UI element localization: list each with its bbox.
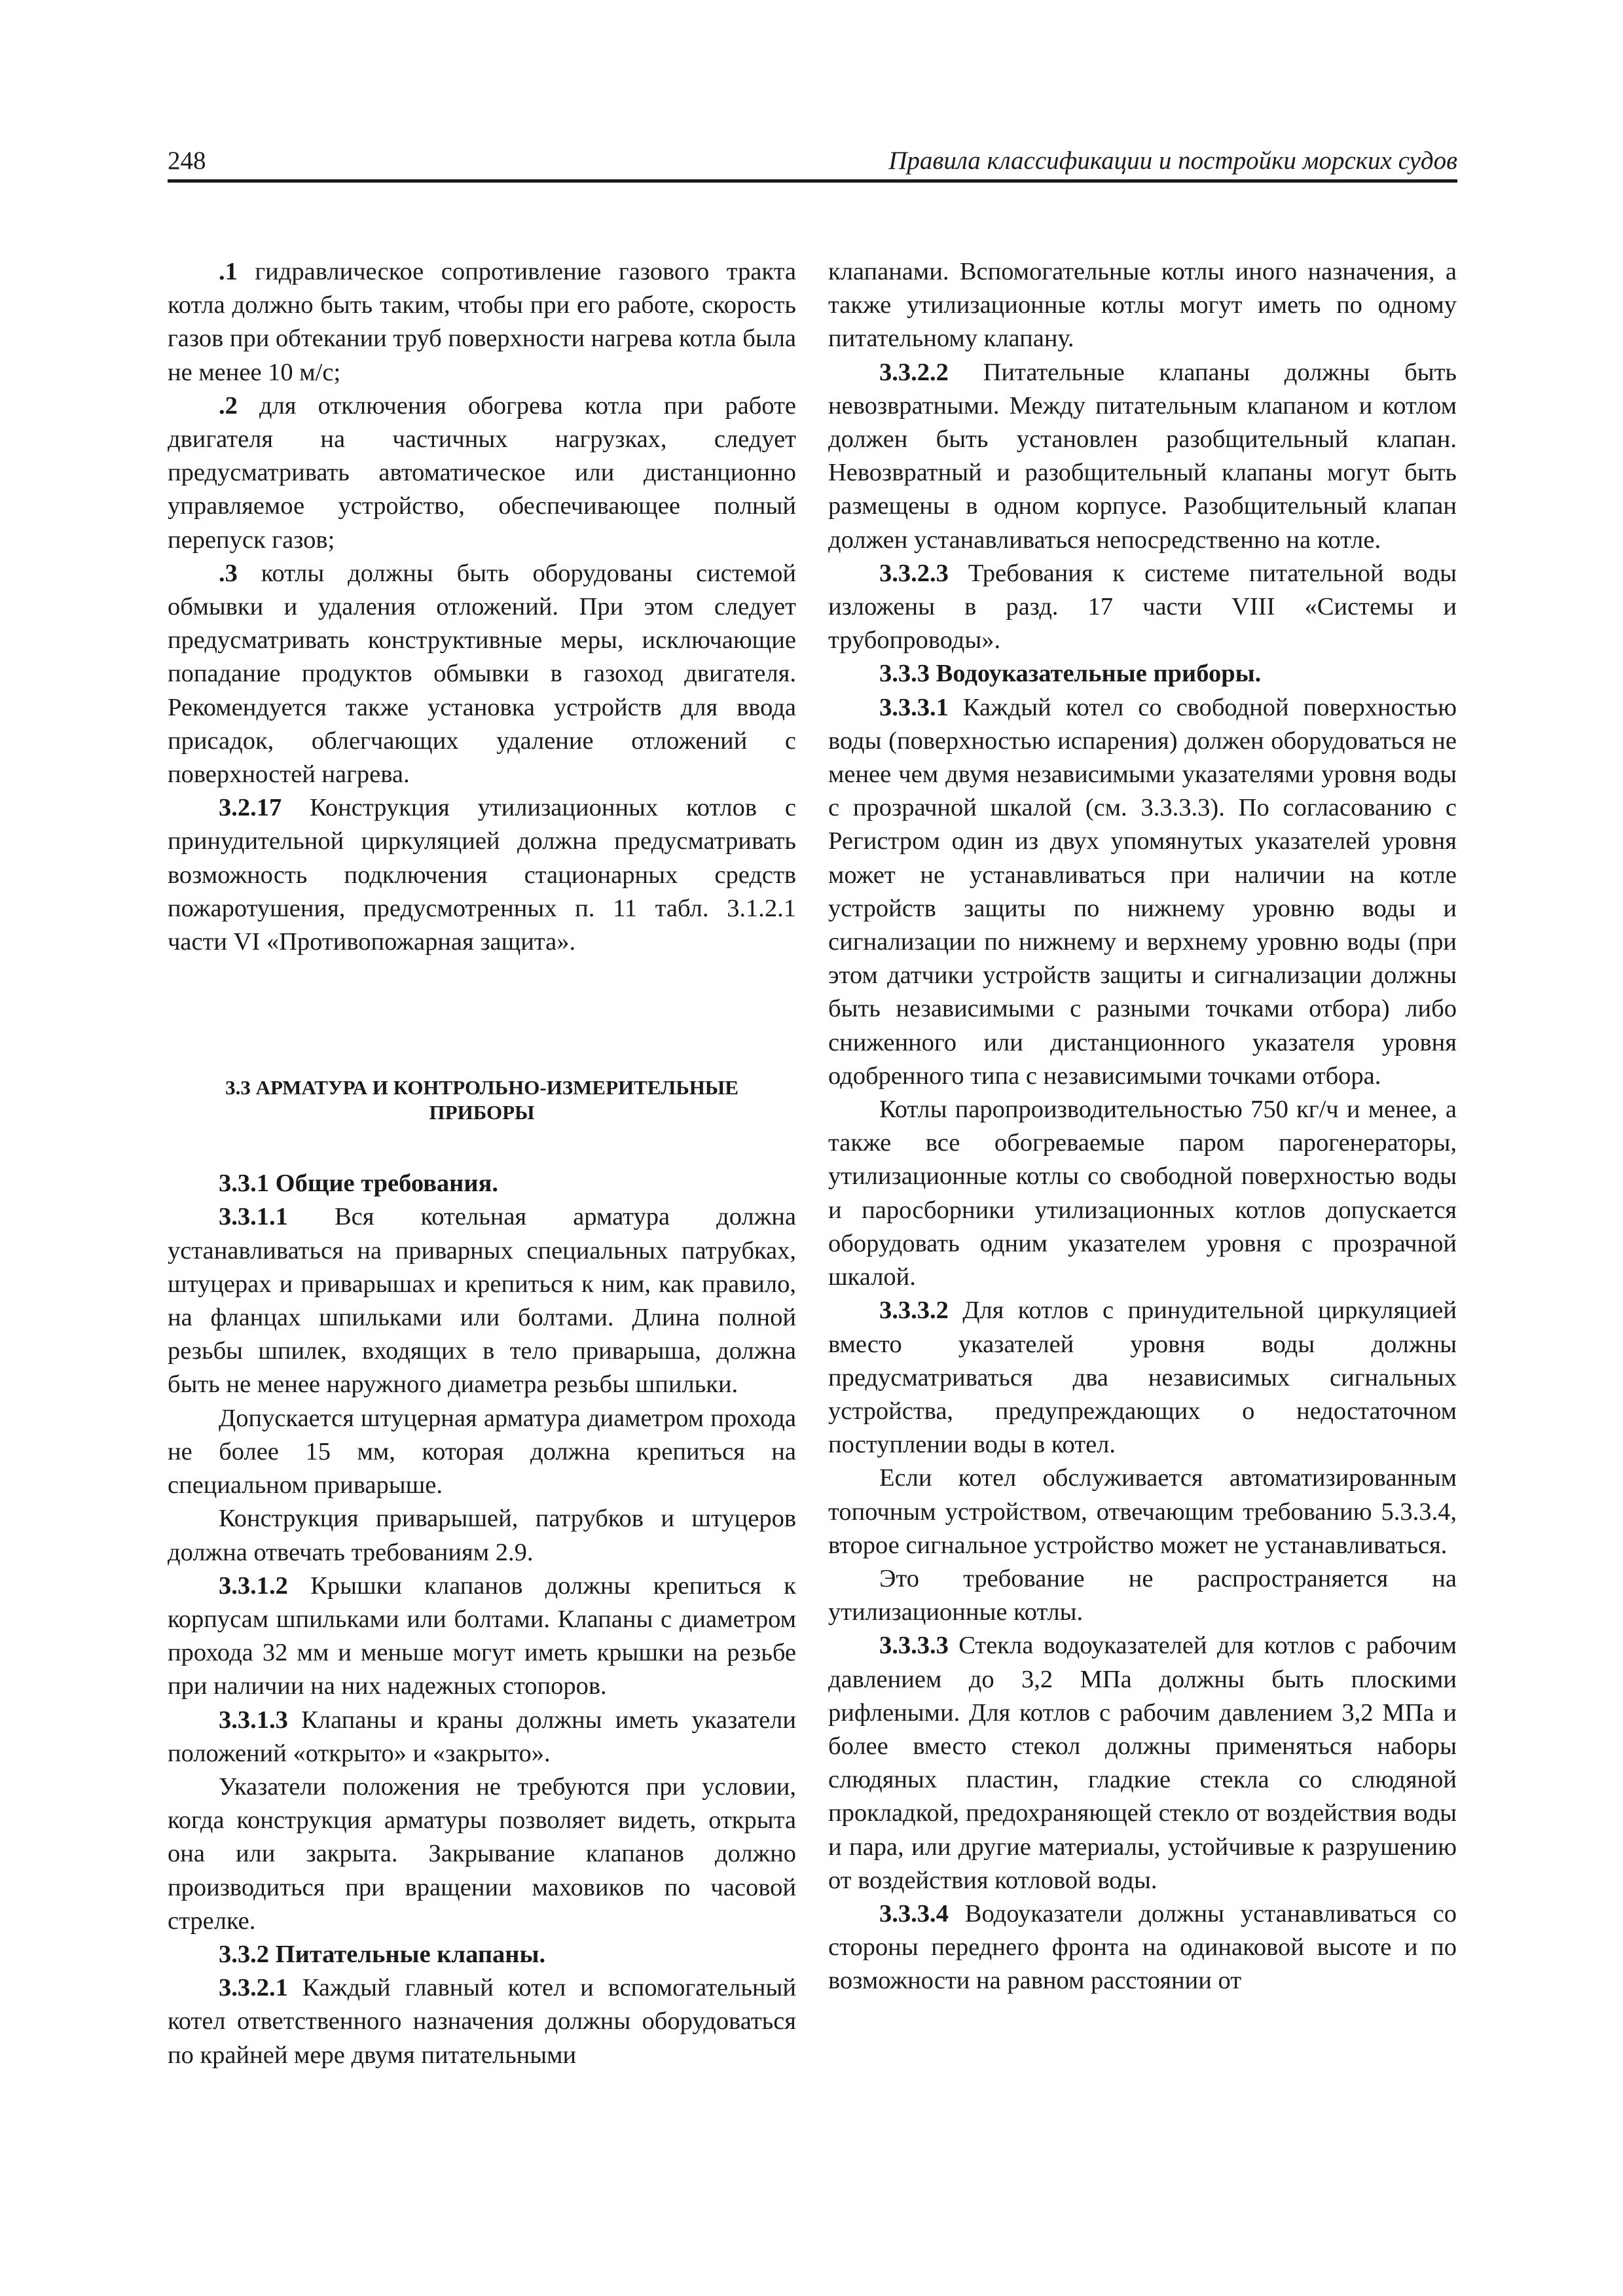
paragraph	[168, 1971, 796, 2072]
clause-number: 3.3.3.1	[879, 693, 949, 721]
clause-number: 3.3.1.1	[219, 1203, 288, 1231]
paragraph: клапанами. Вспомогательные котлы иного назначения, а также утилизационные котлы могут иметь по одному питательному клапану.	[828, 258, 1457, 353]
paragraph: Если котел обслуживается автоматизированным топочным устройством, отвечающим требованию 5.3.3.4, второе сигнальное устройство может не устанавливаться.	[828, 1464, 1457, 1559]
paragraph	[168, 389, 796, 557]
paragraph	[828, 1294, 1457, 1462]
paragraph-text: Для котлов с принудительной циркуляцией вместо указателей уровня воды должны предусматриваться два независимых сигнальных устройства, предупреждающих о недостаточном поступлении воды в котел.	[828, 1297, 1457, 1459]
subsection-heading-text: 3.3.1 Общие требования.	[219, 1170, 498, 1198]
paragraph	[168, 557, 796, 791]
paragraph-text: Крышки клапанов должны крепиться к корпусам шпильками или болтами. Клапаны с диаметром прохода 32 мм и меньше могут иметь крышки на резьбе при наличии на них надежных стопоров.	[168, 1571, 796, 1700]
paragraph: Указатели положения не требуются при условии, когда конструкция арматуры позволяет видеть, открыта она или закрыта. Закрывание клапанов должно производиться при вращении маховиков по часовой стрелке.	[168, 1772, 796, 1935]
clause-number: 3.3.1.3	[219, 1706, 288, 1734]
paragraph	[168, 1200, 796, 1401]
subsection-heading	[828, 657, 1457, 691]
paragraph: Конструкция приварышей, патрубков и штуцеров должна отвечать требованиям 2.9.	[168, 1505, 796, 1566]
item-number: .1	[219, 258, 238, 285]
paragraph	[168, 255, 796, 389]
paragraph-text: для отключения обогрева котла при работе двигателя на частичных нагрузках, следует предусматривать автоматическое или дистанционно управляемое устройство, обеспечивающее полный перепуск газов;	[168, 391, 796, 554]
clause-number: 3.3.2.2	[879, 358, 949, 386]
paragraph: Это требование не распространяется на утилизационные котлы.	[828, 1564, 1457, 1626]
clause-number: 3.3.3.2	[879, 1297, 949, 1325]
paragraph: Допускается штуцерная арматура диаметром прохода не более 15 мм, которая должна крепиться на специальном приварыше.	[168, 1404, 796, 1499]
paragraph-text: Водоуказатели должны устанавливаться со стороны переднего фронта на одинаковой высоте и по возможности на равном расстоянии от	[828, 1899, 1457, 1995]
clause-number: 3.3.3.4	[879, 1899, 949, 1928]
paragraph: Котлы паропроизводительностью 750 кг/ч и менее, а также все обогреваемые паром парогенераторы, утилизационные котлы со свободной поверхностью воды и паросборники утилизационных котлов допускается оборудовать одним указателем уровня с прозрачной шкалой.	[828, 1096, 1457, 1291]
subsection-heading-text: 3.3.2 Питательные клапаны.	[219, 1940, 546, 1968]
subsection-heading-text: 3.3.3 Водоуказательные приборы.	[879, 660, 1262, 688]
paragraph	[168, 791, 796, 959]
paragraph	[168, 1704, 796, 1770]
paragraph-text: Стекла водоуказателей для котлов с рабочим давлением до 3,2 МПа должны быть плоскими рифлеными. Для котлов с рабочим давлением 3,2 МПа и более вместо стекол должны применяться наборы слюдяных пластин, гладкие стекла со слюдяной прокладкой, предохраняющей стекло от воздействия воды и пара, или другие материалы, устойчивые к разрушению от воздействия котловой воды.	[828, 1632, 1457, 1894]
paragraph	[828, 1897, 1457, 1998]
section-title: 3.3 АРМАТУРА И КОНТРОЛЬНО-ИЗМЕРИТЕЛЬНЫЕ ПРИБОРЫ	[225, 1076, 739, 1124]
left-column	[168, 255, 796, 2072]
running-title: Правила классификации и постройки морских судов	[888, 147, 1457, 175]
paragraph-text: Требования к системе питательной воды изложены в разд. 17 части VIII «Системы и трубопроводы».	[828, 559, 1457, 655]
paragraph	[828, 691, 1457, 1093]
paragraph-text: Питательные клапаны должны быть невозвратными. Между питательным клапаном и котлом должен быть установлен разобщительный клапан. Невозвратный и разобщительный клапаны могут быть размещены в одном корпусе. Разобщительный клапан должен устанавливаться непосредственно на котле.	[828, 358, 1457, 554]
paragraph-text: Конструкция утилизационных котлов с принудительной циркуляцией должна предусматривать возможность подключения стационарных средств пожаротушения, предусмотренных п. 11 табл. 3.1.2.1 части VI «Противопожарная защита».	[168, 794, 796, 956]
clause-number: 3.2.17	[219, 794, 282, 822]
clause-number: 3.3.2.3	[879, 559, 949, 587]
clause-number: 3.3.1.2	[219, 1571, 288, 1600]
paragraph	[828, 557, 1457, 658]
paragraph	[168, 1570, 796, 1704]
clause-number: 3.3.2.1	[219, 1974, 288, 2002]
paragraph	[828, 356, 1457, 557]
paragraph-text: Каждый главный котел и вспомогательный котел ответственного назначения должны оборудоваться по крайней мере двумя питательными	[168, 1974, 796, 2069]
paragraph-text: гидравлическое сопротивление газового тракта котла должно быть таким, чтобы при его работе, скорость газов при обтекании труб поверхности нагрева котла была не менее 10 м/с;	[168, 258, 796, 386]
page-number: 248	[168, 147, 206, 175]
subsection-heading	[168, 1167, 796, 1200]
paragraph	[828, 1629, 1457, 1897]
right-column	[828, 255, 1457, 1998]
paragraph-text: Каждый котел со свободной поверхностью воды (поверхностью испарения) должен оборудоваться не менее чем двумя независимыми указателями уровня воды с прозрачной шкалой (см. 3.3.3.3). По согласованию с Регистром один из двух упомянутых указателей уровня может не устанавливаться при наличии на котле устройств защиты по нижнему уровню воды и сигнализации по нижнему и верхнему уровню воды (при этом датчики устройств защиты и сигнализации должны быть независимыми с разными точками отбора) либо сниженного или дистанционного указателя уровня одобренного типа с независимыми точками отбора.	[828, 693, 1457, 1090]
page-header	[168, 145, 1457, 183]
paragraph-text: Клапаны и краны должны иметь указатели положений «открыто» и «закрыто».	[168, 1706, 796, 1767]
paragraph-text: Вся котельная арматура должна устанавливаться на приварных специальных патрубках, штуцерах и приварышах и крепиться к ним, как правило, на фланцах шпильками или болтами. Длина полной резьбы шпилек, входящих в тело приварыша, должна быть не менее наружного диаметра резьбы шпильки.	[168, 1203, 796, 1399]
paragraph-text: котлы должны быть оборудованы системой обмывки и удаления отложений. При этом следует предусматривать конструктивные меры, исключающие попадание продуктов обмывки в газоход двигателя. Рекомендуется также установка устройств для ввода присадок, облегчающих удаление отложений с поверхностей нагрева.	[168, 559, 796, 789]
item-number: .3	[219, 559, 238, 587]
subsection-heading	[168, 1938, 796, 1971]
item-number: .2	[219, 391, 238, 420]
clause-number: 3.3.3.3	[879, 1632, 949, 1660]
